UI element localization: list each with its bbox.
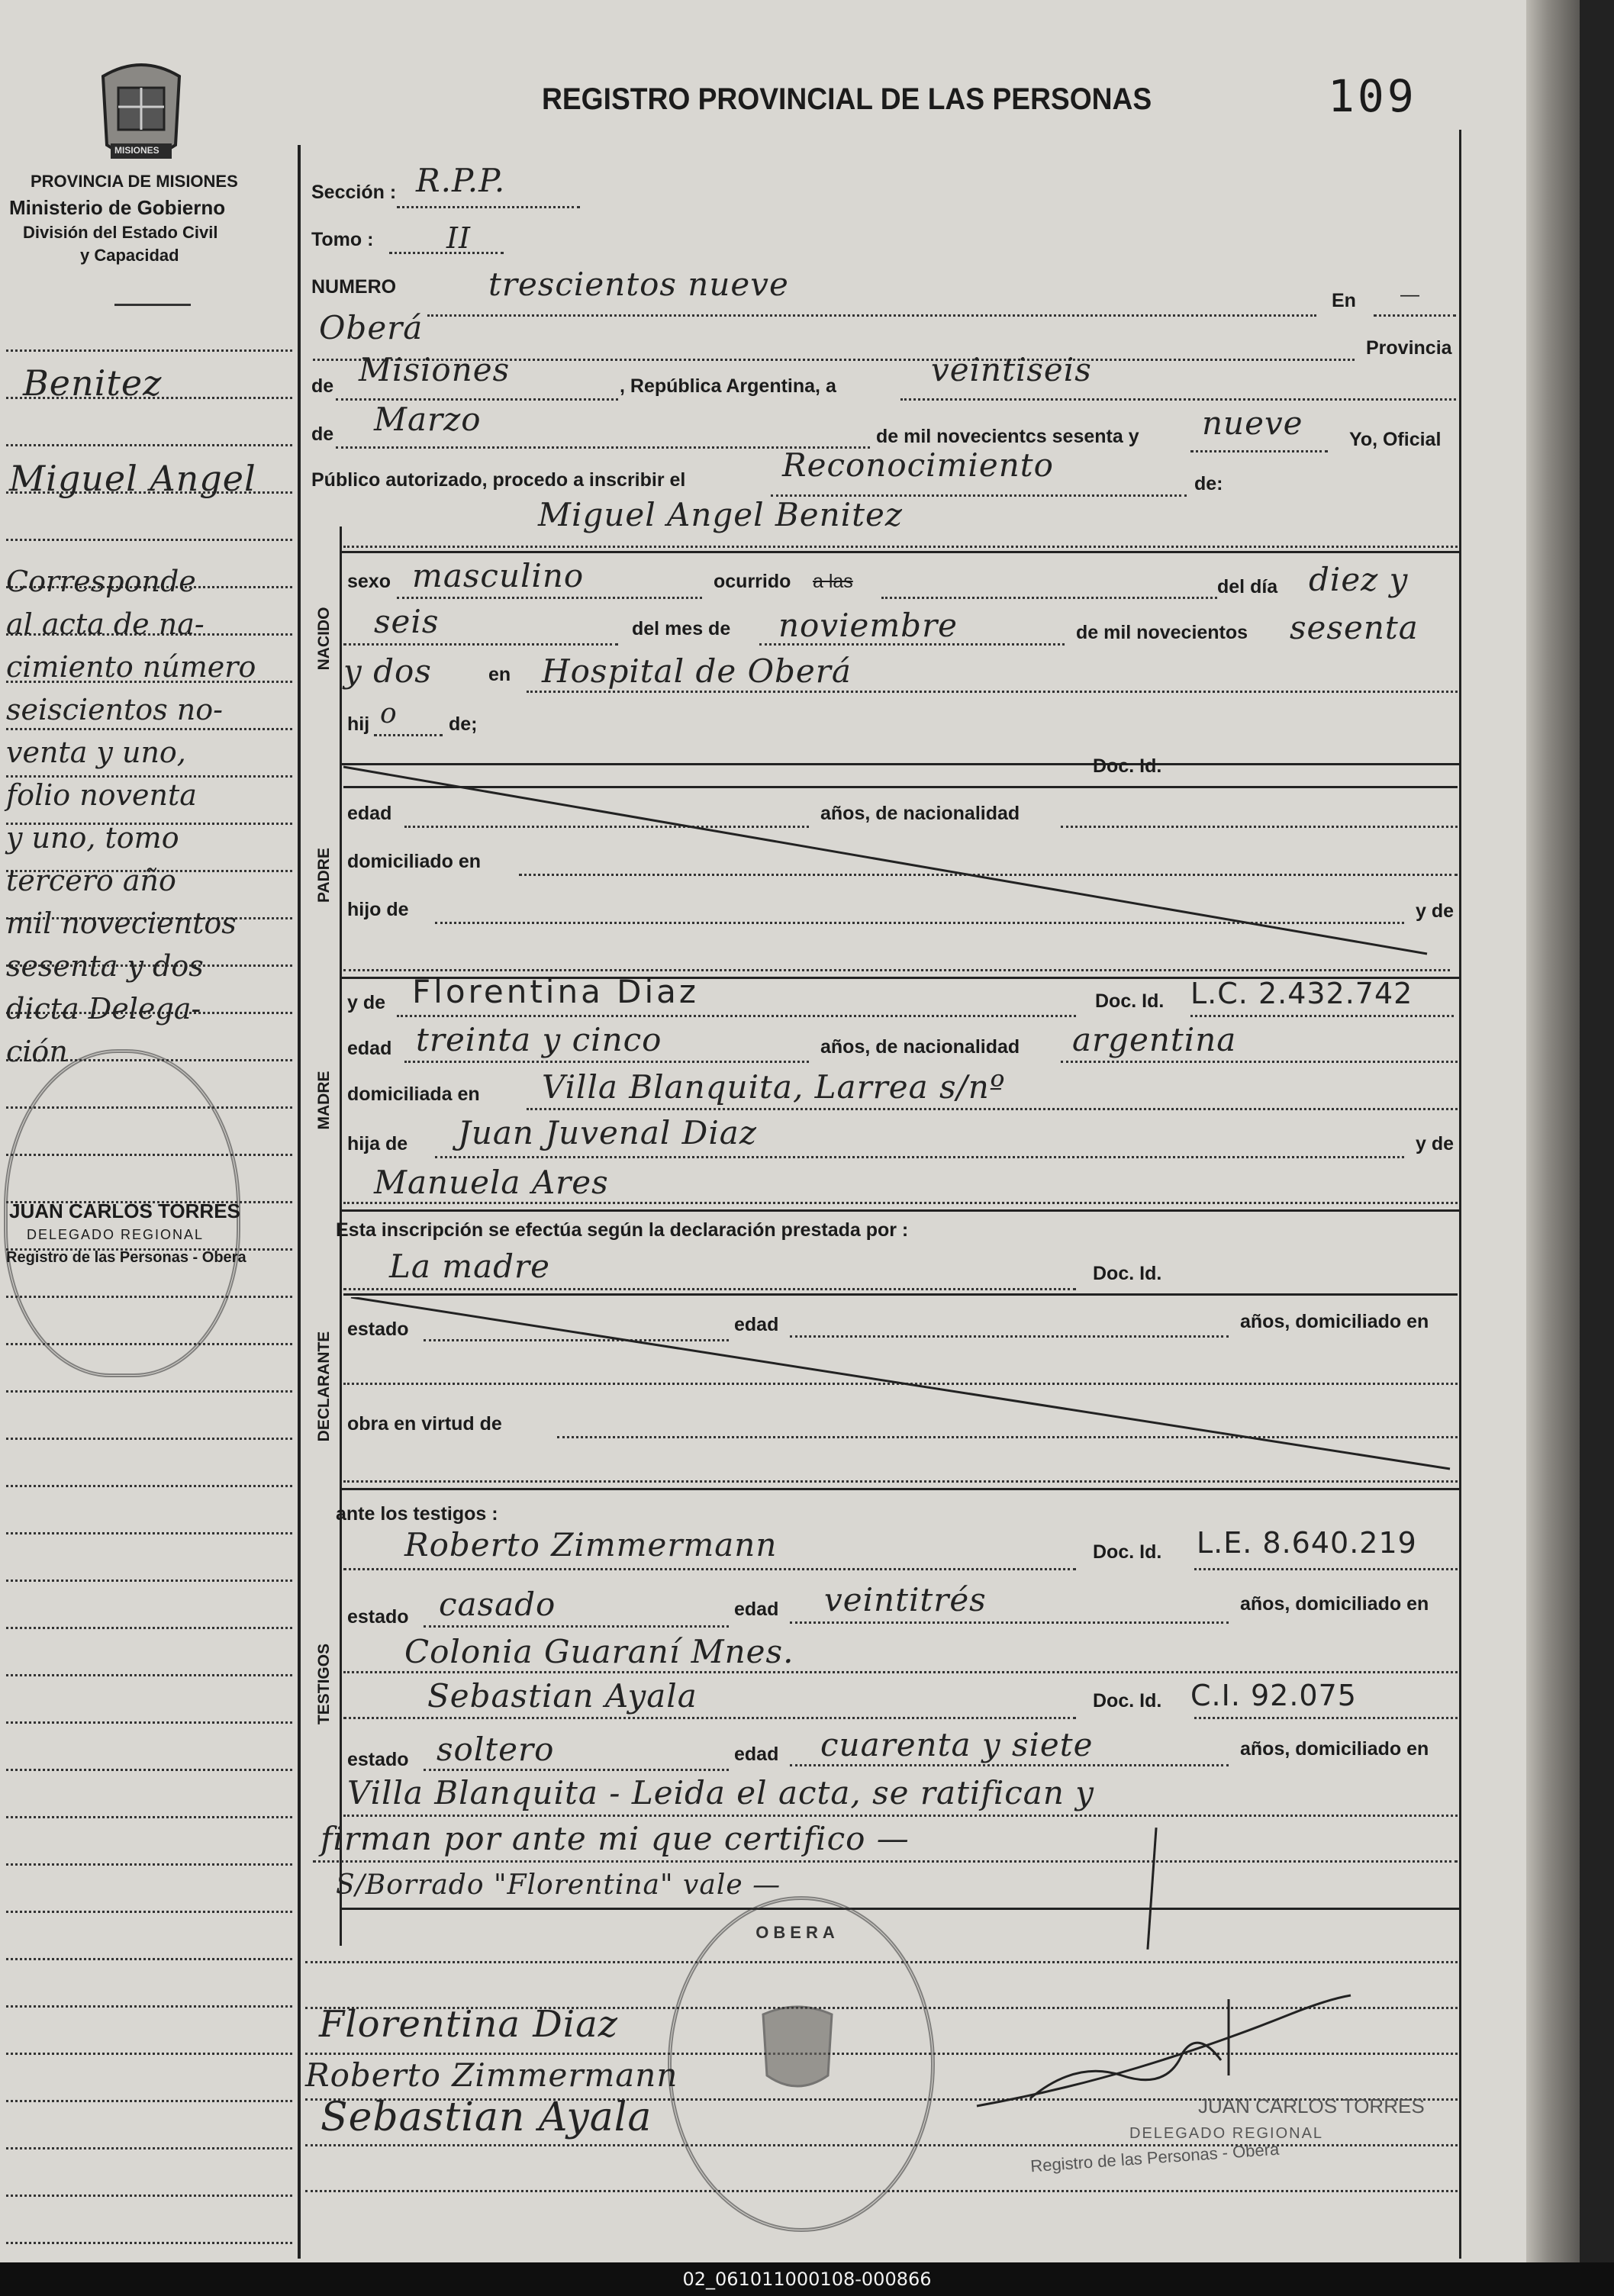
margin-ruled-line xyxy=(6,1721,292,1724)
margin-surname: Benitez xyxy=(23,362,163,404)
margin-ruled-line xyxy=(6,349,292,352)
dia2-line xyxy=(343,643,618,646)
declarante-bottom-rule xyxy=(340,1488,1459,1490)
dia-value-nacido: diez y xyxy=(1309,561,1409,598)
declarante-edad-label: edad xyxy=(734,1314,779,1335)
declarante-label: DECLARANTE xyxy=(315,1331,333,1442)
division-label-1: División del Estado Civil xyxy=(23,223,218,242)
margin-ruled-line xyxy=(6,2195,292,2197)
anio-label: de mil novecientcs sesenta y xyxy=(876,426,1139,447)
testigo2-doc: C.I. 92.075 xyxy=(1190,1679,1357,1712)
testigo2-edad: cuarenta y siete xyxy=(820,1726,1094,1763)
margin-ruled-line xyxy=(6,1485,292,1487)
acto-value: Reconocimiento xyxy=(782,446,1054,484)
margin-note-line: Corresponde xyxy=(6,565,196,598)
padre-hijo-label: hijo de xyxy=(347,899,409,920)
numero-label: NUMERO xyxy=(311,276,397,298)
margin-ruled-line xyxy=(6,1627,292,1629)
anio-line xyxy=(1190,450,1328,452)
margin-stamp-office: Registro de las Personas - Obera xyxy=(6,1249,246,1266)
margin-ruled-line xyxy=(6,1958,292,1960)
margin-note-line: tercero año xyxy=(6,864,176,897)
margin-stamp-name: JUAN CARLOS TORRES xyxy=(9,1200,240,1222)
official-name: JUAN CARLOS TORRES xyxy=(1198,2095,1425,2117)
seal-label: MISIONES xyxy=(114,145,159,156)
declarante-cancel-stroke xyxy=(343,1297,1458,1480)
de-label: de xyxy=(311,375,334,397)
official-office: Registro de las Personas - Obera xyxy=(1029,2139,1280,2176)
ministry-label: Ministerio de Gobierno xyxy=(9,196,226,219)
lugar-nacido-line xyxy=(527,691,1458,693)
en-line xyxy=(1374,314,1456,317)
madre-label: MADRE xyxy=(315,1071,333,1130)
testigo1-dom-label: años, domiciliado en xyxy=(1240,1593,1429,1615)
madre-doc-label: Doc. Id. xyxy=(1095,990,1165,1012)
seccion-line xyxy=(397,206,580,208)
margin-note-line: cimiento número xyxy=(6,650,256,684)
testigo1-domicilio: Colonia Guaraní Mnes. xyxy=(404,1633,794,1670)
anio-value-nacido: sesenta xyxy=(1290,609,1419,646)
madre-yde2-label: y de xyxy=(1416,1133,1455,1154)
madre-nombre-line xyxy=(397,1015,1076,1017)
testigo2-doc-label: Doc. Id. xyxy=(1093,1690,1162,1712)
madre-doc-value: L.C. 2.432.742 xyxy=(1190,977,1413,1010)
division-label-2: y Capacidad xyxy=(80,246,179,265)
margin-ruled-line xyxy=(6,2242,292,2244)
margin-ruled-line xyxy=(6,1532,292,1534)
testigo1-edad-line xyxy=(790,1621,1229,1624)
testigo1-nombre-line xyxy=(343,1568,1076,1570)
page-edge xyxy=(1526,0,1580,2262)
sexo-value: masculino xyxy=(412,557,585,594)
seccion-value: R.P.P. xyxy=(416,162,506,199)
persona-line xyxy=(343,546,1458,548)
declarante-extra-line xyxy=(343,1480,1458,1483)
oficial-label: Yo, Oficial xyxy=(1349,429,1442,450)
divider xyxy=(114,304,191,306)
anio-value-nacido-2: y dos xyxy=(343,652,432,690)
testigo2-doc-line xyxy=(1194,1717,1458,1719)
testigo2-estado: soltero xyxy=(437,1731,555,1768)
tomo-value: II xyxy=(446,221,472,255)
margin-ruled-line xyxy=(6,775,292,778)
margin-note-line: mil novecientos xyxy=(6,906,237,940)
enmienda-text: S/Borrado "Florentina" vale — xyxy=(336,1869,781,1901)
testigo2-estado-line xyxy=(424,1769,729,1771)
nacido-top-rule xyxy=(340,551,1459,553)
hijo-line xyxy=(374,734,443,736)
madre-edad-label: edad xyxy=(347,1038,392,1059)
declarante-doc-line xyxy=(343,1293,1458,1296)
madre-padre-value: Juan Juvenal Diaz xyxy=(458,1114,757,1151)
anio-value: nueve xyxy=(1202,404,1303,442)
book-spine xyxy=(1580,0,1614,2262)
en-label: En xyxy=(1332,290,1356,311)
mes-value: Marzo xyxy=(374,401,482,438)
padre-edad-label: edad xyxy=(347,803,392,824)
testigo1-doc-line xyxy=(1194,1568,1458,1570)
madre-doc-line xyxy=(1190,1015,1454,1017)
testigo2-edad-label: edad xyxy=(734,1744,779,1765)
dia-value-nacido-2: seis xyxy=(374,603,440,640)
testigo1-estado: casado xyxy=(439,1586,556,1623)
image-id-footer: 02_061011000108-000866 xyxy=(0,2262,1614,2296)
sexo-line xyxy=(397,597,702,599)
madre-dom-value: Villa Blanquita, Larrea s/nº xyxy=(542,1068,1006,1106)
testigo1-estado-label: estado xyxy=(347,1606,409,1628)
bottom-stamp-text: OBERA xyxy=(755,1923,839,1942)
margin-note-line: ción xyxy=(6,1035,68,1068)
en-value: — xyxy=(1400,284,1419,305)
margin-ruled-line xyxy=(6,1816,292,1818)
madre-madre-line xyxy=(343,1202,1458,1204)
de-colon-label: de: xyxy=(1194,473,1223,494)
margin-ruled-line xyxy=(6,1390,292,1393)
declarante-doc-label: Doc. Id. xyxy=(1093,1263,1162,1284)
padre-nac-label: años, de nacionalidad xyxy=(820,803,1020,824)
persona-value: Miguel Angel Benitez xyxy=(538,496,903,533)
margin-rule xyxy=(298,145,301,2259)
margin-note-line: seiscientos no- xyxy=(6,693,223,726)
seccion-label: Sección : xyxy=(311,182,397,203)
anio-label-nacido: de mil novecientos xyxy=(1076,622,1248,643)
dia-value: veintiseis xyxy=(931,351,1092,388)
testigo1-doc: L.E. 8.640.219 xyxy=(1197,1526,1417,1560)
numero-value: trescientos nueve xyxy=(488,266,789,303)
testigos-bottom-rule xyxy=(340,1908,1459,1910)
margin-note-line: al acta de na- xyxy=(6,607,205,641)
de-label-nacido: de; xyxy=(449,713,478,735)
margin-note-line: folio noventa xyxy=(6,778,197,812)
margin-ruled-line xyxy=(6,2100,292,2102)
signature-stroke xyxy=(1146,1827,1157,1950)
mes-label: del mes de xyxy=(632,618,731,639)
declarante-nombre: La madre xyxy=(389,1248,550,1285)
madre-bottom-rule xyxy=(340,1209,1459,1212)
testigo2-edad-line xyxy=(790,1764,1229,1766)
testigo2-dom-line xyxy=(343,1815,1458,1817)
margin-ruled-line xyxy=(6,539,292,541)
declaracion-label: Esta inscripción se efectúa según la declaración prestada por : xyxy=(336,1219,909,1241)
provincia-value: Misiones xyxy=(359,351,511,388)
padre-yde-label: y de xyxy=(1416,900,1455,922)
margin-ruled-line xyxy=(6,1769,292,1771)
mes-line-nacido xyxy=(759,643,1065,646)
declarante-obra-label: obra en virtud de xyxy=(347,1413,502,1435)
de-label-2: de xyxy=(311,423,334,445)
testigo1-estado-line xyxy=(424,1625,729,1628)
cierre-line xyxy=(313,1860,1458,1863)
mes-value-nacido: noviembre xyxy=(778,607,958,644)
margin-ruled-line xyxy=(6,2147,292,2149)
sexo-label: sexo xyxy=(347,571,391,592)
margin-note-line: venta y uno, xyxy=(6,736,186,769)
signature-2: Roberto Zimmermann xyxy=(305,2056,678,2094)
padre-cancel-stroke xyxy=(343,763,1458,977)
madre-hija-line xyxy=(435,1156,1404,1158)
padre-doc-label: Doc. Id. xyxy=(1093,755,1162,777)
en-label-nacido: en xyxy=(488,664,511,685)
numero-line xyxy=(427,314,1316,317)
madre-edad-value: treinta y cinco xyxy=(416,1021,662,1058)
ocurrido-value: a las xyxy=(813,571,853,592)
testigo2-estado-label: estado xyxy=(347,1749,409,1770)
margin-ruled-line xyxy=(6,728,292,730)
signature-3: Sebastian Ayala xyxy=(321,2095,652,2140)
signature-1: Florentina Diaz xyxy=(319,2003,618,2046)
page-number: 109 xyxy=(1328,70,1417,122)
publico-label: Público autorizado, procedo a inscribir el xyxy=(311,469,686,491)
margin-note-line: sesenta y dos xyxy=(6,949,204,983)
margin-ruled-line xyxy=(6,1911,292,1913)
margin-ruled-line xyxy=(6,2005,292,2008)
hijo-value: o xyxy=(380,698,398,729)
margin-ruled-line xyxy=(6,2053,292,2055)
madre-nac-value: argentina xyxy=(1072,1021,1237,1058)
madre-dom-label: domiciliada en xyxy=(347,1084,480,1105)
testigo2-dom-label: años, domiciliado en xyxy=(1240,1738,1429,1760)
testigo2-nombre: Sebastian Ayala xyxy=(427,1677,697,1715)
page-title: REGISTRO PROVINCIAL DE LAS PERSONAS xyxy=(542,82,1152,116)
testigo1-doc-label: Doc. Id. xyxy=(1093,1541,1162,1563)
nacido-label: NACIDO xyxy=(315,607,333,671)
padre-dom-label: domiciliado en xyxy=(347,851,482,872)
hijo-label: hij xyxy=(347,713,370,735)
testigo1-nombre: Roberto Zimmermann xyxy=(404,1526,778,1563)
madre-nac-label: años, de nacionalidad xyxy=(820,1036,1020,1058)
margin-ruled-line xyxy=(6,1674,292,1676)
dia-line xyxy=(900,398,1456,401)
right-rule xyxy=(1459,130,1461,2259)
lugar-nacido: Hospital de Oberá xyxy=(542,652,852,690)
madre-edad-line xyxy=(404,1061,809,1063)
margin-ruled-line xyxy=(6,1863,292,1866)
testigo2-nombre-line xyxy=(343,1717,1076,1719)
testigo1-dom-line xyxy=(343,1671,1458,1673)
declarante-estado-label: estado xyxy=(347,1319,409,1340)
cierre-text: firman por ante mi que certifico — xyxy=(321,1820,910,1857)
madre-hija-label: hija de xyxy=(347,1133,408,1154)
margin-stamp-role: DELEGADO REGIONAL xyxy=(27,1227,205,1242)
stamp-emblem-icon xyxy=(755,1999,839,2098)
madre-yde-label: y de xyxy=(347,992,386,1013)
testigos-label: ante los testigos : xyxy=(336,1503,498,1525)
margin-note-line: dicta Delega- xyxy=(6,992,201,1026)
padre-label: PADRE xyxy=(315,848,333,903)
margin-note-line: y uno, tomo xyxy=(6,821,179,855)
republica-label: , República Argentina, a xyxy=(620,375,836,397)
testigo2-domicilio: Villa Blanquita - Leida el acta, se ratifican y xyxy=(347,1774,1094,1811)
official-role: DELEGADO REGIONAL xyxy=(1129,2125,1324,2142)
testigo1-edad: veintitrés xyxy=(824,1581,987,1618)
provincia-label: Provincia xyxy=(1366,337,1452,359)
margin-ruled-line xyxy=(6,444,292,446)
madre-dom-line xyxy=(527,1108,1458,1110)
madre-madre-value: Manuela Ares xyxy=(374,1164,609,1201)
margin-ruled-line xyxy=(6,1438,292,1440)
ocurrido-line xyxy=(881,597,1217,599)
province-label: PROVINCIA DE MISIONES xyxy=(31,172,238,191)
madre-nombre: Florentina Diaz xyxy=(412,973,699,1010)
madre-nac-line xyxy=(1061,1061,1458,1063)
margin-ruled-line xyxy=(6,1580,292,1582)
margin-name: Miguel Angel xyxy=(9,458,256,499)
declarante-nombre-line xyxy=(343,1288,1076,1290)
declarante-dom-label: años, domiciliado en xyxy=(1240,1311,1429,1332)
lugar-value: Oberá xyxy=(319,309,424,346)
ocurrido-label: ocurrido xyxy=(714,571,791,592)
testigos-section-label: TESTIGOS xyxy=(315,1643,333,1725)
testigo1-edad-label: edad xyxy=(734,1599,779,1620)
tomo-label: Tomo : xyxy=(311,229,374,250)
del-dia-label: del día xyxy=(1217,576,1278,597)
